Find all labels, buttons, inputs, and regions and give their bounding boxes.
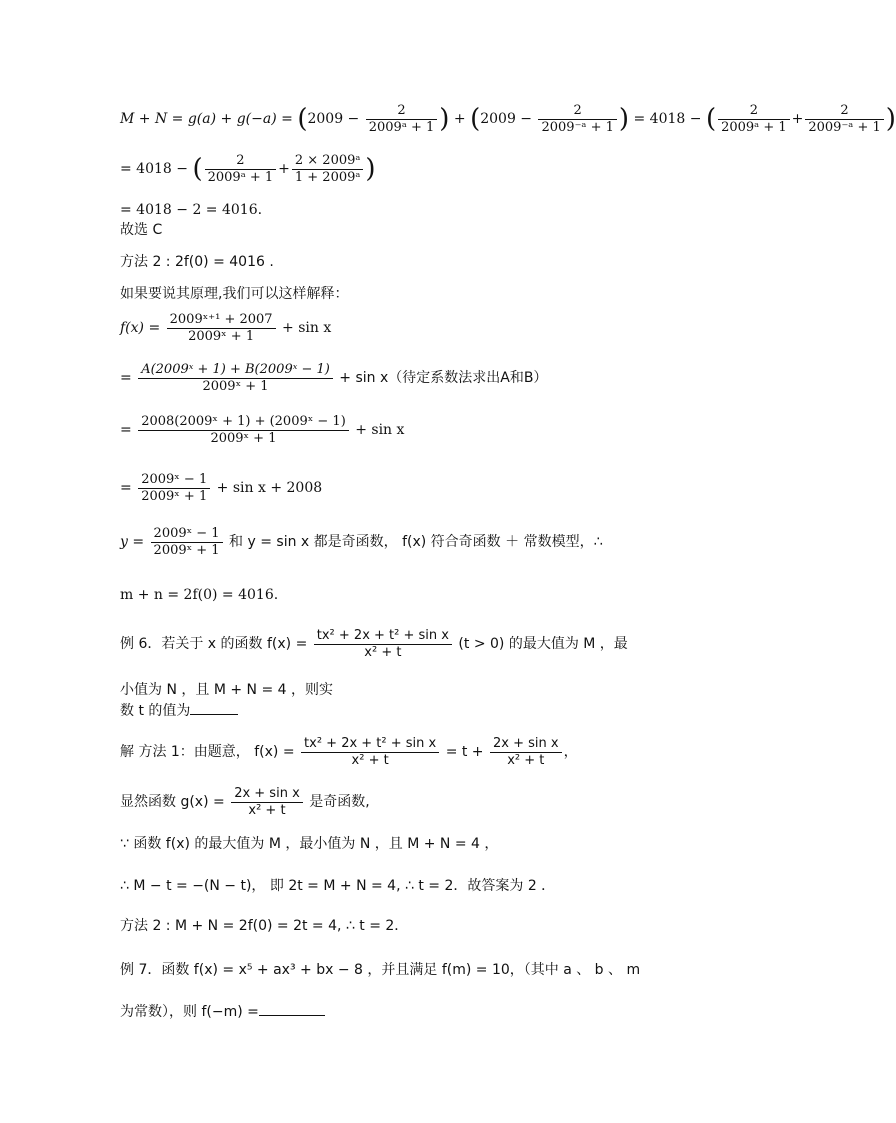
answer-blank (190, 702, 238, 715)
therefore-statement: ∴ M − t = −(N − t)， 即 2t = M + N = 4, ∴ t = 2．故答案为 2 ． (120, 878, 556, 894)
fraction-1: $\frac{2}{\text{2009ᵃ + 1}}$ (366, 103, 438, 135)
mn-equation-lhs: M + N = g(a) + g(−a) = (120, 111, 293, 128)
mn-result: m + n = 2f(0) = 4016. (120, 587, 279, 603)
line-4018-simplify: = 4018 − ( $\frac{2}{\text{2009ᵃ + 1}}$ + $\frac{\text{2 × 2009ᵃ}}{\text{1 + 2009ᵃ}}$ ) (120, 153, 376, 185)
paren-left: ( (297, 104, 308, 135)
fraction-2: $\frac{2}{\text{2009⁻ᵃ + 1}}$ (538, 103, 616, 135)
explain-heading: 如果要说其原理,我们可以这样解释： (120, 286, 349, 302)
fraction-l2-a: $\frac{2}{\text{2009ᵃ + 1}}$ (205, 153, 277, 185)
example-6-blank-line: 数 t 的值为 (120, 702, 238, 720)
eq-4018: = 4018 − (633, 111, 702, 128)
method-2: 方法 2 : 2f(0) = 4016 . (120, 254, 274, 270)
solution-method-1: 解 方法 1：由题意， f(x) = $\frac{\text{tx² + 2x + t² + sin x}}{\text{x² + t}}$ = t + $\frac{\text{2x + sin x}}{\text{x² + t}}$ ， (120, 736, 578, 768)
plus-sign: + (453, 111, 466, 128)
line-result-4016: = 4018 − 2 = 4016. (120, 202, 263, 218)
since-statement: ∵ 函数 f(x) 的最大值为 M ，最小值为 N ，且 M + N = 4 ， (120, 836, 499, 852)
fraction-4: $\frac{2}{\text{2009⁻ᵃ + 1}}$ (805, 103, 883, 135)
odd-function-statement: y = $\frac{\text{2009ˣ − 1}}{\text{2009ˣ + 1}}$ 和 y = sin x 都是奇函数， f(x) 符合奇函数 ＋ 常数模型，∴ (120, 526, 603, 558)
fx-step-4: = $\frac{\text{2009ˣ − 1}}{\text{2009ˣ + 1}}$ + sin x + 2008 (120, 472, 323, 504)
example-7-cont: 为常数），则 f(−m) = (120, 1003, 325, 1021)
fx-step-3: = $\frac{\text{2008(2009ˣ + 1) + (2009ˣ − 1)}}{\text{2009ˣ + 1}}$ + sin x (120, 414, 405, 446)
example-6: 例 6．若关于 x 的函数 f(x) = $\frac{\text{tx² + 2x + t² + sin x}}{\text{x² + t}}$ (t > 0) 的最大值为 M ，最 (120, 628, 628, 660)
fx-step-2: = $\frac{\text{A(2009ˣ + 1) + B(2009ˣ − 1)}}{\text{2009ˣ + 1}}$ + sin x（待定系数法求出A和B） (120, 362, 548, 394)
line-mn-expansion: M + N = g(a) + g(−a) = (2009 − $\frac{2}{\text{2009ᵃ + 1}}$ ) + (2009 − $\frac{2}{\text{2009⁻ᵃ + 1}}$ ) = 4018 − ( $\frac{2}{\text{2009ᵃ + 1}}$ + $\frac{2}{\text{2009⁻ᵃ + 1}}$ ) (120, 103, 896, 135)
example-6-cont: 小值为 N ，且 M + N = 4 ，则实 (120, 682, 333, 698)
term-2009-b: 2009 − (480, 111, 533, 128)
fx-definition: f(x) = $\frac{\text{2009ˣ⁺¹ + 2007}}{\text{2009ˣ + 1}}$ + sin x (120, 312, 332, 344)
choose-c: 故选 C (120, 222, 163, 238)
odd-function-g: 显然函数 g(x) = $\frac{\text{2x + sin x}}{\text{x² + t}}$ 是奇函数, (120, 786, 370, 818)
method-2-b: 方法 2 : M + N = 2f(0) = 2t = 4, ∴ t = 2． (120, 918, 409, 934)
fraction-3: $\frac{2}{\text{2009ᵃ + 1}}$ (718, 103, 790, 135)
example-7: 例 7．函数 f(x) = x⁵ + ax³ + bx − 8 ，并且满足 f(m) = 10，（其中 a 、 b 、 m (120, 962, 641, 978)
answer-blank-7 (259, 1003, 325, 1016)
fraction-l2-b: $\frac{\text{2 × 2009ᵃ}}{\text{1 + 2009ᵃ}}$ (292, 153, 364, 185)
term-2009: 2009 − (307, 111, 360, 128)
